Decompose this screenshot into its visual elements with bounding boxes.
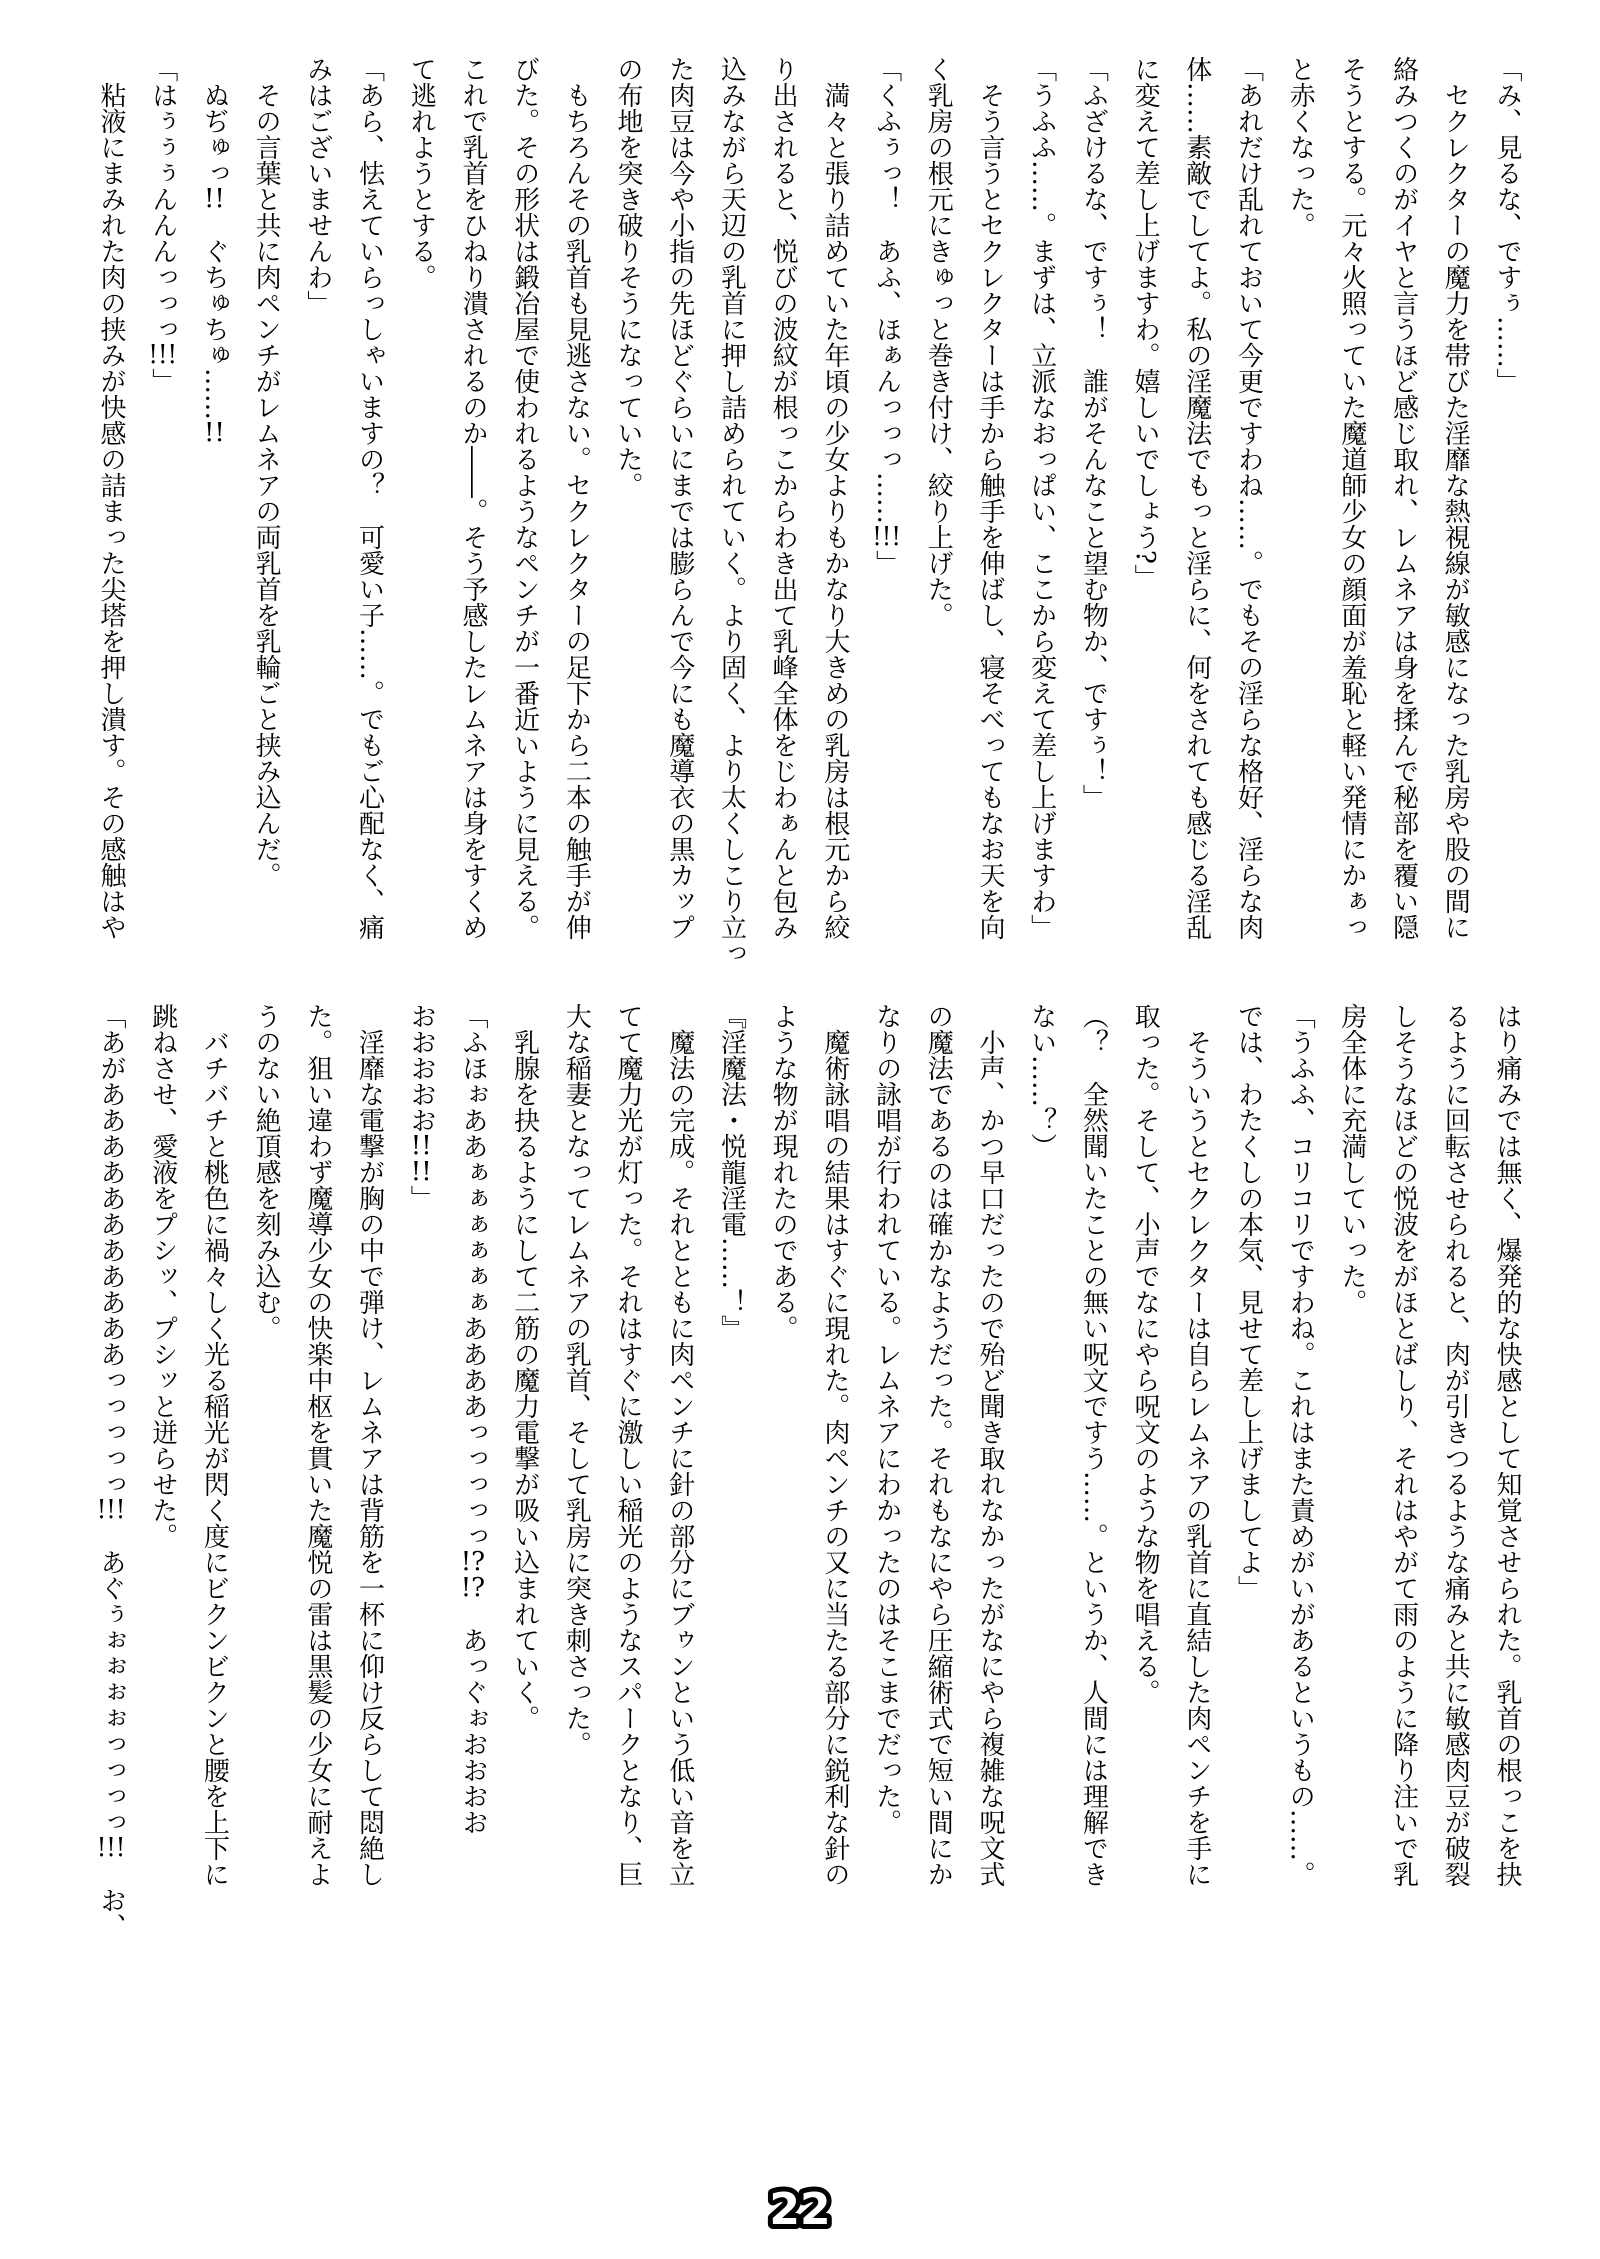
text-column: では、わたくしの本気、見せて差し上げましてよ」 [1233,1003,1264,1601]
text-column: 「ふほぉああぁぁぁぁぁぁああああっっっっっ!?!? あっぐぉおおおお [457,1003,488,1835]
text-column: 魔法の完成。それとともに肉ペンチに針の部分にブゥンという低い音を立 [664,1003,695,1887]
text-column: 取った。そして、小声でなにやら呪文のような物を唱える。 [1130,1003,1161,1705]
text-column: に変えて差し上げますわ。嬉しいでしょう?」 [1130,56,1161,590]
text-column: るように回転させられると、肉が引きつるような痛みと共に敏感肉豆が破裂 [1440,1003,1471,1887]
text-column: 「くふぅっ！ あふ、ほぁんっっっ……!!!」 [871,56,902,576]
text-tier-upper [84,56,1532,974]
text-column: （？ 全然聞いたことの無い呪文ですう……。というか、人間には理解でき [1078,1003,1109,1887]
text-column: り出されると、悦びの波紋が根っこからわき出て乳峰全体をじわぁんと包み [768,56,799,940]
text-column: 満々と張り詰めていた年頃の少女よりもかなり大きめの乳房は根元から絞 [819,56,850,940]
page-number-text: 22 [769,2184,831,2235]
text-column: 「あれだけ乱れておいて今更ですわね……。でもその淫らな格好、淫らな肉 [1233,56,1264,940]
text-column: 房全体に充満していった。 [1336,1003,1367,1315]
text-column: 絡みつくのがイヤと言うほど感じ取れ、レムネアは身を揉んで秘部を覆い隠 [1388,56,1419,940]
text-column: 「み、見るな、ですぅ……」 [1492,56,1522,394]
text-column: 「ふざけるな、ですぅ！ 誰がそんなこと望む物か、ですぅ！」 [1078,56,1109,810]
text-column: そういうとセクレクターは自らレムネアの乳首に直結した肉ペンチを手に [1181,1003,1212,1887]
text-column: びた。その形状は鍛冶屋で使われるようなペンチが一番近いように見える。 [509,56,540,940]
text-column: しそうなほどの悦波をがほとばしり、それはやがて雨のように降り注いで乳 [1388,1003,1419,1887]
text-column: おおおおお!!!!」 [406,1003,437,1211]
text-column: ない……？） [1026,1003,1057,1159]
text-column: の布地を突き破りそうになっていた。 [613,56,644,498]
text-column: 「うふふ……。まずは、立派なおっぱい、ここから変えて差し上げますわ」 [1026,56,1057,940]
text-column: てて魔力光が灯った。それはすぐに激しい稲光のようなスパークとなり、巨 [613,1003,644,1887]
text-column: 大な稲妻となってレムネアの乳首、そして乳房に突き刺さった。 [561,1003,592,1757]
text-column: その言葉と共に肉ペンチがレムネアの両乳首を乳輪ごと挟み込んだ。 [251,56,282,888]
text-column: 「あがあああああああああああっっっっっ!!! あぐぅぉぉぉぉっっっっ!!! お、 [96,1003,127,1939]
text-column: の魔法であるのは確かなようだった。それもなにやら圧縮術式で短い間にか [923,1003,954,1887]
text-column: て逃れようとする。 [406,56,437,290]
text-column: た肉豆は今や小指の先ほどぐらいにまでは膨らんで今にも魔導衣の黒カップ [664,56,695,940]
text-column: 『淫魔法・悦龍淫電……！』 [716,1003,747,1341]
text-column: た。狙い違わず魔導少女の快楽中枢を貫いた魔悦の雷は黒髪の少女に耐えよ [302,1003,333,1887]
text-column: うのない絶頂感を刻み込む。 [251,1003,282,1341]
text-column: 小声、かつ早口だったので殆ど聞き取れなかったがなにやら複雑な呪文式 [974,1003,1005,1887]
text-column: 跳ねさせ、愛液をプシッ、プシッと迸らせた。 [147,1003,178,1549]
text-column: そうとする。元々火照っていた魔道師少女の顔面が羞恥と軽い発情にかぁっ [1336,56,1367,940]
text-column: セクレクターの魔力を帯びた淫靡な熱視線が敏感になった乳房や股の間に [1440,56,1471,940]
text-column: 粘液にまみれた肉の挟みが快感の詰まった尖塔を押し潰す。その感触はや [96,56,127,940]
text-column: と赤くなった。 [1285,56,1316,238]
text-column: そう言うとセクレクターは手から触手を伸ばし、寝そべってもなお天を向 [974,56,1005,940]
text-column: みはございませんわ」 [302,56,333,316]
text-column: これで乳首をひねり潰されるのか――。そう予感したレムネアは身をすくめ [457,56,488,940]
text-column: バチバチと桃色に禍々しく光る稲光が閃く度にビクンビクンと腰を上下に [199,1003,230,1887]
text-column: 「はぅぅぅんんんっっっ!!!」 [147,56,178,394]
text-tier-lower [84,1003,1532,1939]
text-column: 魔術詠唱の結果はすぐに現れた。肉ペンチの又に当たる部分に鋭利な針の [819,1003,850,1887]
text-column: 淫靡な電撃が胸の中で弾け、レムネアは背筋を一杯に仰け反らして悶絶し [354,1003,385,1887]
text-column: ような物が現れたのである。 [768,1003,799,1341]
text-column: 「あら、怯えていらっしゃいますの？ 可愛い子……。でもご心配なく、痛 [354,56,385,940]
text-column: はり痛みでは無く、爆発的な快感として知覚させられた。乳首の根っこを抉 [1492,1003,1522,1887]
text-column: 体……素敵でしてよ。私の淫魔法でもっと淫らに、何をされても感じる淫乱 [1181,56,1212,940]
text-column: もちろんその乳首も見逃さない。セクレクターの足下から二本の触手が伸 [561,56,592,940]
text-column: 込みながら天辺の乳首に押し詰められていく。より固く、より太くしこり立っ [716,56,747,966]
text-column: く乳房の根元にきゅっと巻き付け、絞り上げた。 [923,56,954,628]
page-number [752,2172,848,2244]
text-column: ぬぢゅっ!! ぐちゅちゅ……!! [199,56,230,446]
text-column: なりの詠唱が行われている。レムネアにわかったのはそこまでだった。 [871,1003,902,1835]
text-column: 「うふふ、コリコリですわね。これはまた責めがいがあるというもの……。 [1285,1003,1316,1887]
text-column: 乳腺を抉るようにして二筋の魔力電撃が吸い込まれていく。 [509,1003,540,1731]
